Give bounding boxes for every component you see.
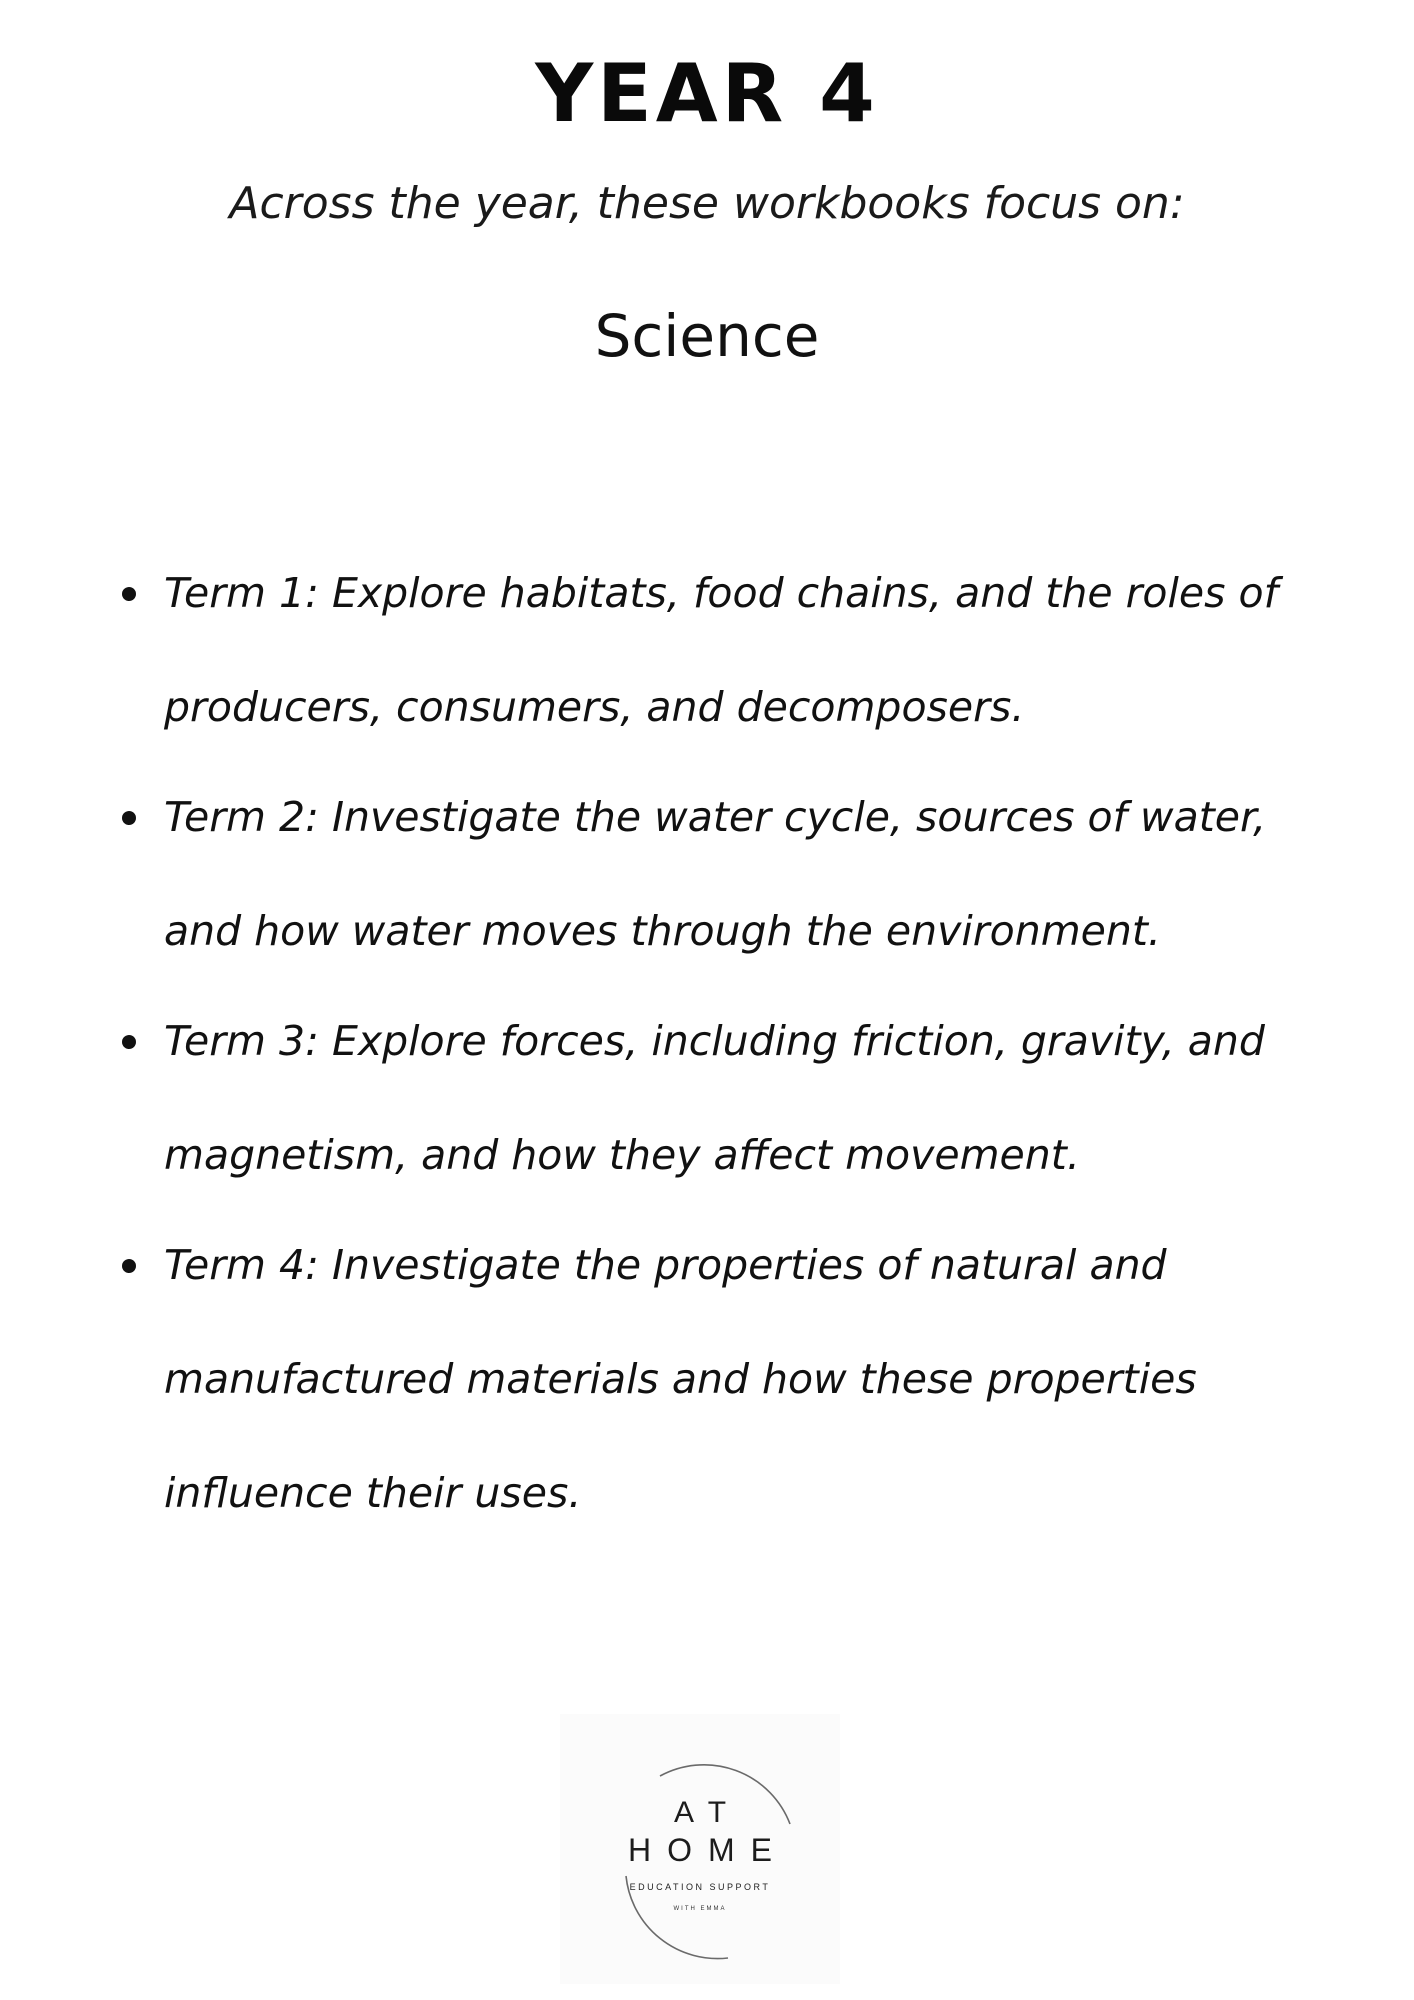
term-text: Term 2: Investigate the water cycle, sources of water, and how water moves through the environment. <box>164 793 1267 955</box>
bullet-icon <box>122 587 136 601</box>
logo-line-education: EDUCATION SUPPORT <box>629 1882 771 1892</box>
term-list <box>116 540 1346 1550</box>
list-item-term-4 <box>116 1208 1346 1550</box>
bullet-icon <box>122 1035 136 1049</box>
list-item-term-1 <box>116 536 1346 764</box>
logo-line-at: AT <box>673 1796 743 1829</box>
term-text: Term 4: Investigate the properties of natural and manufactured materials and how these properties influence their uses. <box>164 1241 1197 1517</box>
term-text: Term 3: Explore forces, including friction, gravity, and magnetism, and how they affect movement. <box>164 1017 1265 1179</box>
brand-logo <box>560 1714 840 1984</box>
page-subtitle: Across the year, these workbooks focus on: <box>229 178 1185 229</box>
subject-heading: Science <box>594 302 820 370</box>
bullet-icon <box>122 811 136 825</box>
logo-line-with: WITH EMMA <box>673 1906 727 1912</box>
bullet-icon <box>122 1259 136 1273</box>
logo-line-home: HOME <box>628 1832 788 1868</box>
list-item-term-3 <box>116 984 1346 1212</box>
term-text: Term 1: Explore habitats, food chains, and the roles of producers, consumers, and decomposers. <box>164 569 1279 731</box>
list-item-term-2 <box>116 760 1346 988</box>
page-title: YEAR 4 <box>535 47 879 140</box>
